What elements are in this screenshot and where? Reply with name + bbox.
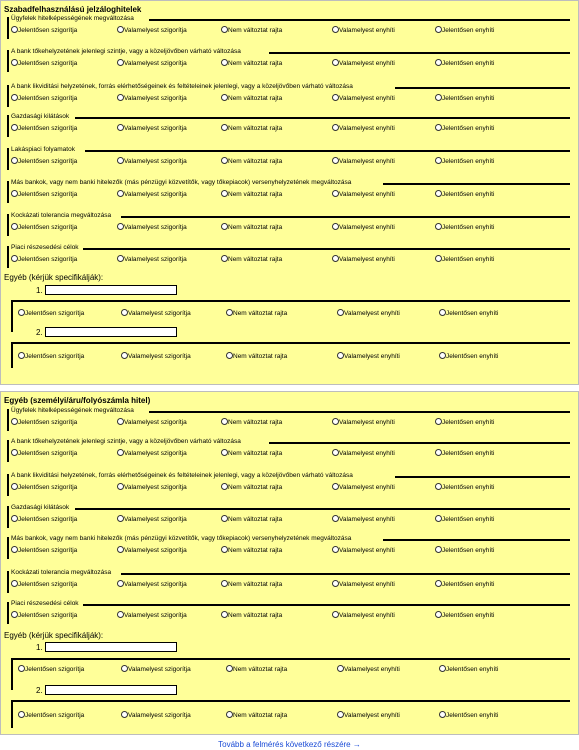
- radio-option[interactable]: Jelentősen enyhíti: [435, 124, 494, 132]
- factor-label: A bank tőkehelyzetének jelenlegi szintje, vagy a közeljövőben várható változása: [11, 438, 241, 445]
- radio-button[interactable]: [337, 665, 344, 672]
- radio-option[interactable]: Nem változtat rajta: [221, 515, 282, 523]
- radio-button[interactable]: [332, 546, 339, 553]
- radio-button[interactable]: [117, 157, 124, 164]
- radio-button[interactable]: [435, 190, 442, 197]
- radio-button[interactable]: [11, 255, 18, 262]
- radio-button[interactable]: [435, 546, 442, 553]
- radio-button[interactable]: [332, 418, 339, 425]
- radio-button[interactable]: [121, 352, 128, 359]
- radio-option[interactable]: Valamelyest enyhíti: [332, 449, 395, 457]
- radio-button[interactable]: [117, 190, 124, 197]
- radio-option[interactable]: Nem változtat rajta: [221, 418, 282, 426]
- radio-option[interactable]: Valamelyest enyhíti: [337, 309, 400, 317]
- radio-button[interactable]: [435, 255, 442, 262]
- other-number-1: 1.: [36, 643, 43, 652]
- radio-option[interactable]: Valamelyest szigorítja: [117, 611, 187, 619]
- radio-option[interactable]: Nem változtat rajta: [226, 665, 287, 673]
- radio-button[interactable]: [221, 418, 228, 425]
- radio-button[interactable]: [18, 665, 25, 672]
- radio-option[interactable]: Valamelyest enyhíti: [332, 157, 395, 165]
- radio-option[interactable]: Valamelyest szigorítja: [117, 515, 187, 523]
- factor-label: Ügyfelek hitelképességének megváltozása: [11, 407, 134, 414]
- factor-label: A bank tőkehelyzetének jelenlegi szintje, vagy a közeljövőben várható változása: [11, 48, 241, 55]
- radio-option[interactable]: Valamelyest enyhíti: [332, 190, 395, 198]
- radio-button[interactable]: [117, 59, 124, 66]
- radio-button[interactable]: [18, 352, 25, 359]
- factor-group: [7, 83, 570, 107]
- radio-option[interactable]: Jelentősen szigorítja: [11, 26, 77, 34]
- radio-button[interactable]: [117, 26, 124, 33]
- factor-label: Lakáspiaci folyamatok: [11, 146, 75, 153]
- radio-option[interactable]: Jelentősen szigorítja: [11, 449, 77, 457]
- radio-button[interactable]: [435, 611, 442, 618]
- radio-option[interactable]: Jelentősen enyhíti: [435, 546, 494, 554]
- radio-button[interactable]: [435, 483, 442, 490]
- factor-group: [7, 535, 570, 559]
- radio-button[interactable]: [332, 59, 339, 66]
- radio-button[interactable]: [226, 665, 233, 672]
- other-text-input-2[interactable]: [45, 327, 177, 337]
- factor-group: [7, 212, 570, 236]
- radio-option[interactable]: Jelentősen szigorítja: [18, 711, 84, 719]
- radio-option[interactable]: Valamelyest szigorítja: [117, 124, 187, 132]
- radio-button[interactable]: [221, 580, 228, 587]
- radio-option[interactable]: Nem változtat rajta: [221, 580, 282, 588]
- radio-option[interactable]: Nem változtat rajta: [221, 59, 282, 67]
- factor-group: [7, 48, 570, 72]
- radio-option[interactable]: Jelentősen szigorítja: [11, 255, 77, 263]
- radio-button[interactable]: [435, 94, 442, 101]
- radio-option[interactable]: Valamelyest szigorítja: [117, 190, 187, 198]
- radio-button[interactable]: [11, 124, 18, 131]
- factor-group: [7, 15, 570, 39]
- factor-label: Gazdasági kilátások: [11, 504, 70, 511]
- radio-option[interactable]: Valamelyest enyhíti: [332, 94, 395, 102]
- radio-option[interactable]: Valamelyest enyhíti: [332, 223, 395, 231]
- radio-option[interactable]: Jelentősen enyhíti: [439, 352, 498, 360]
- radio-option[interactable]: Nem változtat rajta: [221, 223, 282, 231]
- section-title: Egyéb (személyi/áru/folyószámla hitel): [4, 396, 151, 405]
- radio-button[interactable]: [221, 26, 228, 33]
- factor-label: Más bankok, vagy nem banki hitelezők (más pénzügyi közvetítők, vagy tőkepiacok) versenyhelyzetének megváltozása: [11, 179, 352, 186]
- radio-option[interactable]: Valamelyest szigorítja: [117, 59, 187, 67]
- radio-button[interactable]: [117, 580, 124, 587]
- radio-button[interactable]: [117, 255, 124, 262]
- radio-option[interactable]: Jelentősen enyhíti: [435, 59, 494, 67]
- radio-option[interactable]: Jelentősen enyhíti: [435, 26, 494, 34]
- radio-button[interactable]: [435, 26, 442, 33]
- radio-button[interactable]: [332, 223, 339, 230]
- radio-option[interactable]: Jelentősen enyhíti: [439, 711, 498, 719]
- radio-button[interactable]: [18, 711, 25, 718]
- radio-option[interactable]: Jelentősen szigorítja: [11, 124, 77, 132]
- factor-label: A bank likviditási helyzetének, forrás elérhetőségeinek és feltételeinek jelenlegi, vagy a közeljövőben várható változása: [11, 83, 353, 90]
- section-egyeb-hitel: [0, 391, 579, 735]
- radio-button[interactable]: [435, 449, 442, 456]
- radio-option[interactable]: Jelentősen szigorítja: [18, 352, 84, 360]
- radio-button[interactable]: [117, 418, 124, 425]
- radio-button[interactable]: [435, 59, 442, 66]
- radio-button[interactable]: [117, 611, 124, 618]
- radio-button[interactable]: [226, 352, 233, 359]
- radio-button[interactable]: [332, 483, 339, 490]
- radio-button[interactable]: [11, 223, 18, 230]
- radio-button[interactable]: [221, 449, 228, 456]
- other-text-input-2[interactable]: [45, 685, 177, 695]
- factor-label: Ügyfelek hitelképességének megváltozása: [11, 15, 134, 22]
- radio-option[interactable]: Valamelyest enyhíti: [332, 611, 395, 619]
- factor-label: A bank likviditási helyzetének, forrás elérhetőségeinek és feltételeinek jelenlegi, vagy a közeljövőben várható változása: [11, 472, 353, 479]
- factor-group: [7, 146, 570, 170]
- radio-option[interactable]: Jelentősen enyhíti: [435, 255, 494, 263]
- radio-option[interactable]: Jelentősen enyhíti: [435, 223, 494, 231]
- other-options-box-2: [11, 700, 570, 728]
- radio-button[interactable]: [11, 546, 18, 553]
- factor-label: Más bankok, vagy nem banki hitelezők (más pénzügyi közvetítők, vagy tőkepiacok) versenyhelyzetének megváltozása: [11, 535, 352, 542]
- radio-option[interactable]: Valamelyest enyhíti: [337, 711, 400, 719]
- radio-option[interactable]: Jelentősen szigorítja: [11, 59, 77, 67]
- factor-group: [7, 179, 570, 203]
- radio-option[interactable]: Valamelyest enyhíti: [332, 515, 395, 523]
- radio-option[interactable]: Valamelyest szigorítja: [121, 352, 191, 360]
- radio-button[interactable]: [11, 59, 18, 66]
- radio-option[interactable]: Jelentősen szigorítja: [11, 580, 77, 588]
- radio-option[interactable]: Valamelyest szigorítja: [117, 483, 187, 491]
- radio-button[interactable]: [332, 157, 339, 164]
- radio-button[interactable]: [121, 309, 128, 316]
- radio-button[interactable]: [332, 580, 339, 587]
- radio-button[interactable]: [435, 124, 442, 131]
- radio-button[interactable]: [11, 611, 18, 618]
- radio-option[interactable]: Jelentősen szigorítja: [11, 223, 77, 231]
- radio-button[interactable]: [221, 94, 228, 101]
- radio-option[interactable]: Valamelyest enyhíti: [332, 255, 395, 263]
- other-text-input-1[interactable]: [45, 642, 177, 652]
- radio-button[interactable]: [332, 255, 339, 262]
- radio-button[interactable]: [226, 711, 233, 718]
- radio-option[interactable]: Valamelyest szigorítja: [117, 157, 187, 165]
- radio-option[interactable]: Jelentősen enyhíti: [435, 418, 494, 426]
- factor-label: Gazdasági kilátások: [11, 113, 70, 120]
- radio-button[interactable]: [337, 711, 344, 718]
- other-number-2: 2.: [36, 686, 43, 695]
- radio-option[interactable]: Nem változtat rajta: [221, 546, 282, 554]
- factor-group: [7, 244, 570, 268]
- radio-option[interactable]: Nem változtat rajta: [221, 255, 282, 263]
- radio-option[interactable]: Jelentősen enyhíti: [435, 190, 494, 198]
- radio-option[interactable]: Jelentősen szigorítja: [11, 94, 77, 102]
- radio-button[interactable]: [117, 94, 124, 101]
- factor-label: Kockázati tolerancia megváltozása: [11, 212, 112, 219]
- radio-button[interactable]: [11, 515, 18, 522]
- radio-option[interactable]: Jelentősen enyhíti: [435, 611, 494, 619]
- radio-button[interactable]: [435, 515, 442, 522]
- radio-option[interactable]: Valamelyest szigorítja: [121, 711, 191, 719]
- radio-option[interactable]: Valamelyest szigorítja: [121, 309, 191, 317]
- radio-option[interactable]: Jelentősen szigorítja: [11, 190, 77, 198]
- radio-option[interactable]: Valamelyest enyhíti: [332, 124, 395, 132]
- radio-option[interactable]: Jelentősen enyhíti: [439, 665, 498, 673]
- radio-button[interactable]: [221, 255, 228, 262]
- section-title: Szabadfelhasználású jelzáloghitelek: [4, 5, 142, 14]
- radio-option[interactable]: Nem változtat rajta: [221, 94, 282, 102]
- other-options-box-2: [11, 342, 570, 368]
- radio-option[interactable]: Jelentősen szigorítja: [18, 309, 84, 317]
- radio-button[interactable]: [18, 309, 25, 316]
- radio-button[interactable]: [11, 190, 18, 197]
- radio-option[interactable]: Valamelyest szigorítja: [117, 94, 187, 102]
- factor-group: [7, 569, 570, 593]
- radio-button[interactable]: [332, 515, 339, 522]
- other-number-2: 2.: [36, 328, 43, 337]
- radio-button[interactable]: [221, 483, 228, 490]
- radio-button[interactable]: [332, 449, 339, 456]
- radio-option[interactable]: Valamelyest enyhíti: [332, 418, 395, 426]
- radio-option[interactable]: Valamelyest szigorítja: [117, 580, 187, 588]
- radio-option[interactable]: Jelentősen enyhíti: [435, 157, 494, 165]
- radio-option[interactable]: Nem változtat rajta: [221, 449, 282, 457]
- radio-option[interactable]: Nem változtat rajta: [226, 309, 287, 317]
- other-label: Egyéb (kérjük specifikálják):: [4, 273, 104, 282]
- radio-button[interactable]: [337, 309, 344, 316]
- other-text-input-1[interactable]: [45, 285, 177, 295]
- radio-button[interactable]: [117, 124, 124, 131]
- radio-button[interactable]: [439, 711, 446, 718]
- radio-button[interactable]: [435, 418, 442, 425]
- factor-label: Piaci részesedési célok: [11, 244, 79, 251]
- radio-button[interactable]: [221, 59, 228, 66]
- radio-option[interactable]: Valamelyest szigorítja: [117, 546, 187, 554]
- radio-button[interactable]: [221, 546, 228, 553]
- radio-option[interactable]: Valamelyest enyhíti: [332, 580, 395, 588]
- radio-option[interactable]: Valamelyest enyhíti: [337, 352, 400, 360]
- radio-option[interactable]: Jelentősen szigorítja: [11, 418, 77, 426]
- factor-label: Kockázati tolerancia megváltozása: [11, 569, 112, 576]
- radio-option[interactable]: Valamelyest enyhíti: [332, 483, 395, 491]
- radio-button[interactable]: [117, 546, 124, 553]
- radio-button[interactable]: [439, 352, 446, 359]
- radio-button[interactable]: [332, 611, 339, 618]
- radio-option[interactable]: Valamelyest szigorítja: [117, 255, 187, 263]
- factor-group: [7, 504, 570, 528]
- factor-group: [7, 113, 570, 137]
- radio-option[interactable]: Jelentősen szigorítja: [11, 611, 77, 619]
- factor-group: [7, 472, 570, 496]
- radio-button[interactable]: [11, 157, 18, 164]
- radio-button[interactable]: [332, 94, 339, 101]
- radio-option[interactable]: Valamelyest szigorítja: [117, 418, 187, 426]
- radio-option[interactable]: Nem változtat rajta: [226, 711, 287, 719]
- radio-button[interactable]: [337, 352, 344, 359]
- radio-button[interactable]: [11, 418, 18, 425]
- radio-option[interactable]: Jelentősen enyhíti: [435, 580, 494, 588]
- radio-button[interactable]: [121, 665, 128, 672]
- radio-button[interactable]: [11, 483, 18, 490]
- radio-option[interactable]: Valamelyest szigorítja: [117, 223, 187, 231]
- radio-button[interactable]: [439, 309, 446, 316]
- radio-button[interactable]: [332, 124, 339, 131]
- radio-option[interactable]: Valamelyest enyhíti: [337, 665, 400, 673]
- radio-option[interactable]: Nem változtat rajta: [221, 26, 282, 34]
- radio-button[interactable]: [221, 515, 228, 522]
- radio-option[interactable]: Jelentősen enyhíti: [435, 515, 494, 523]
- radio-button[interactable]: [11, 94, 18, 101]
- radio-option[interactable]: Nem változtat rajta: [221, 157, 282, 165]
- radio-option[interactable]: Jelentősen szigorítja: [11, 546, 77, 554]
- radio-option[interactable]: Valamelyest szigorítja: [117, 449, 187, 457]
- radio-option[interactable]: Jelentősen szigorítja: [18, 665, 84, 673]
- radio-button[interactable]: [117, 223, 124, 230]
- radio-option[interactable]: Jelentősen szigorítja: [11, 515, 77, 523]
- factor-group: [7, 600, 570, 624]
- radio-button[interactable]: [226, 309, 233, 316]
- radio-button[interactable]: [221, 611, 228, 618]
- radio-button[interactable]: [221, 190, 228, 197]
- radio-option[interactable]: Jelentősen enyhíti: [435, 483, 494, 491]
- radio-button[interactable]: [117, 483, 124, 490]
- radio-button[interactable]: [11, 26, 18, 33]
- radio-button[interactable]: [121, 711, 128, 718]
- radio-option[interactable]: Nem változtat rajta: [221, 190, 282, 198]
- radio-option[interactable]: Jelentősen enyhíti: [435, 94, 494, 102]
- radio-option[interactable]: Valamelyest szigorítja: [117, 26, 187, 34]
- radio-option[interactable]: Nem változtat rajta: [221, 483, 282, 491]
- radio-button[interactable]: [221, 124, 228, 131]
- radio-option[interactable]: Valamelyest enyhíti: [332, 546, 395, 554]
- radio-option[interactable]: Jelentősen enyhíti: [435, 449, 494, 457]
- radio-option[interactable]: Jelentősen szigorítja: [11, 483, 77, 491]
- other-number-1: 1.: [36, 286, 43, 295]
- radio-option[interactable]: Nem változtat rajta: [221, 124, 282, 132]
- factor-group: [7, 438, 570, 462]
- radio-option[interactable]: Jelentősen enyhíti: [439, 309, 498, 317]
- factor-group: [7, 407, 570, 431]
- radio-button[interactable]: [11, 449, 18, 456]
- radio-button[interactable]: [11, 580, 18, 587]
- radio-button[interactable]: [221, 223, 228, 230]
- radio-option[interactable]: Valamelyest enyhíti: [332, 26, 395, 34]
- radio-option[interactable]: Jelentősen szigorítja: [11, 157, 77, 165]
- radio-option[interactable]: Nem változtat rajta: [221, 611, 282, 619]
- factor-label: Piaci részesedési célok: [11, 600, 79, 607]
- radio-option[interactable]: Nem változtat rajta: [226, 352, 287, 360]
- next-section-link[interactable]: Tovább a felmérés következő részére →: [218, 740, 361, 749]
- radio-button[interactable]: [117, 515, 124, 522]
- radio-button[interactable]: [332, 26, 339, 33]
- radio-option[interactable]: Valamelyest szigorítja: [121, 665, 191, 673]
- radio-button[interactable]: [435, 580, 442, 587]
- radio-button[interactable]: [435, 223, 442, 230]
- radio-button[interactable]: [221, 157, 228, 164]
- other-label: Egyéb (kérjük specifikálják):: [4, 631, 104, 640]
- radio-option[interactable]: Valamelyest enyhíti: [332, 59, 395, 67]
- radio-button[interactable]: [117, 449, 124, 456]
- radio-button[interactable]: [332, 190, 339, 197]
- radio-button[interactable]: [439, 665, 446, 672]
- radio-button[interactable]: [435, 157, 442, 164]
